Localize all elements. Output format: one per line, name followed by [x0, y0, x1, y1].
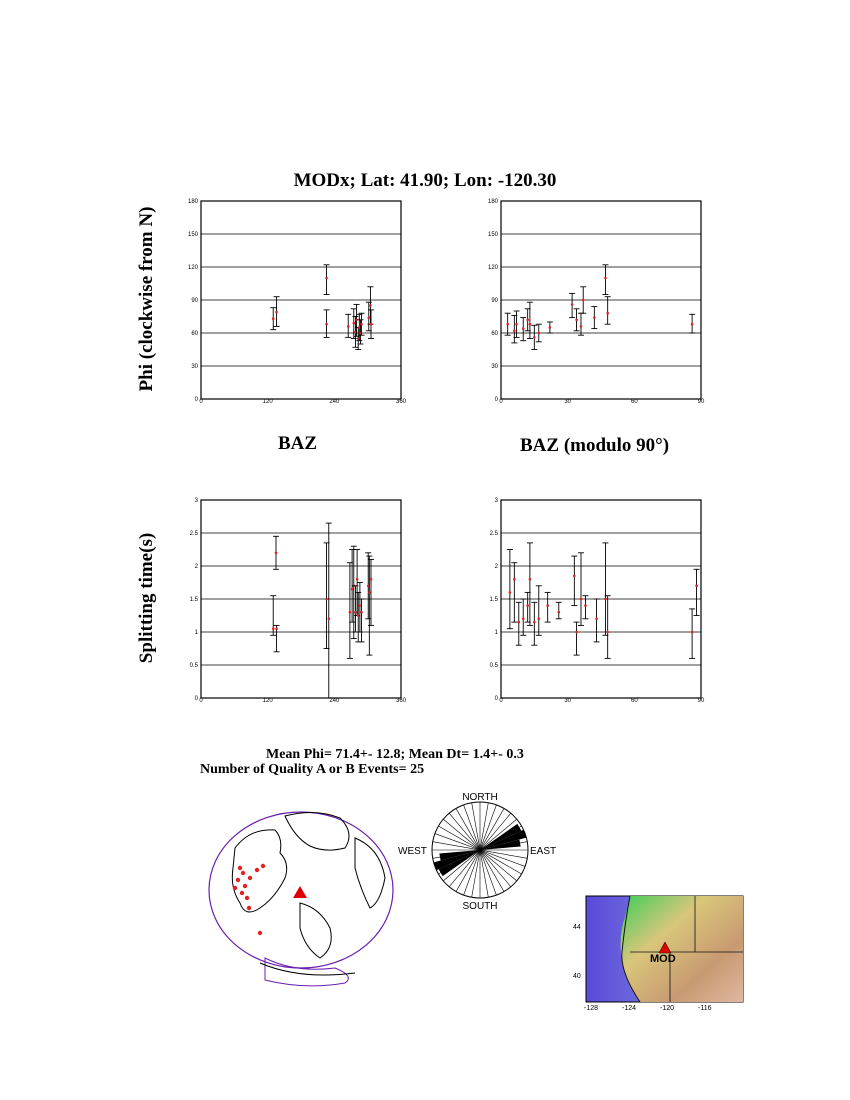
x-tick-label: 240: [329, 698, 340, 704]
data-point: [547, 322, 553, 333]
y-tick-label: 0: [194, 397, 198, 403]
data-point: [536, 586, 542, 636]
chart-dt-baz-mod: [485, 492, 715, 707]
phi-axis-label: Phi (clockwise from N): [136, 206, 157, 392]
y-tick-label: 0: [194, 696, 198, 702]
y-tick-label: 2: [494, 564, 498, 570]
data-point: [531, 602, 537, 645]
stats-line-2: Number of Quality A or B Events= 25: [200, 762, 425, 777]
data-point: [520, 599, 526, 635]
data-point: [507, 550, 513, 629]
x-tick-label: 360: [395, 399, 407, 405]
y-tick-label: 3: [494, 498, 498, 504]
y-tick-label: 60: [491, 331, 498, 337]
data-point: [571, 556, 577, 606]
rose-east-label: EAST: [530, 846, 557, 857]
map-lon-120: -120: [660, 1005, 675, 1012]
data-point: [594, 599, 600, 642]
data-point: [520, 318, 526, 341]
data-point: [274, 625, 280, 651]
y-tick-label: 1: [194, 630, 198, 636]
stats-line-1: Mean Phi= 71.4+- 12.8; Mean Dt= 1.4+- 0.3: [266, 747, 524, 762]
data-point: [602, 265, 608, 295]
data-point: [574, 622, 580, 655]
data-point: [574, 309, 580, 331]
data-point: [516, 602, 522, 645]
data-point: [531, 325, 537, 349]
y-tick-label: 60: [191, 331, 198, 337]
x-tick-label: 90: [697, 399, 705, 405]
y-tick-label: 3: [194, 498, 198, 504]
regional-map: [570, 892, 750, 1012]
data-point: [345, 314, 351, 337]
data-point: [273, 536, 279, 569]
y-tick-label: 120: [487, 265, 498, 271]
rose-west-label: WEST: [398, 846, 427, 857]
data-point: [689, 314, 695, 333]
x-tick-label: 120: [262, 698, 273, 704]
map-lat-40: 40: [573, 973, 581, 980]
y-tick-label: 0: [494, 696, 498, 702]
x-tick-label: 240: [329, 399, 340, 405]
y-tick-label: 1.5: [489, 597, 498, 603]
data-point: [605, 297, 611, 325]
y-tick-label: 1.5: [189, 597, 198, 603]
data-point: [578, 313, 584, 335]
y-tick-label: 2: [194, 564, 198, 570]
baz-label: BAZ: [278, 433, 318, 454]
data-point: [505, 313, 511, 335]
event-globe-map: [205, 808, 400, 990]
mod-station-label: MOD: [650, 953, 676, 965]
y-tick-label: 90: [191, 298, 198, 304]
dt-axis-label: Splitting time(s): [136, 532, 157, 664]
map-lon-128: -128: [584, 1005, 599, 1012]
x-tick-label: 30: [564, 698, 572, 704]
map-lon-124: -124: [622, 1005, 637, 1012]
rose-diagram: [395, 788, 565, 913]
map-lat-44: 44: [573, 924, 581, 931]
page-title: MODx; Lat: 41.90; Lon: -120.30: [293, 170, 557, 191]
data-point: [689, 609, 695, 659]
y-tick-label: 120: [187, 265, 198, 271]
data-point: [365, 553, 371, 619]
x-tick-label: 30: [564, 399, 572, 405]
y-tick-label: 180: [487, 199, 498, 205]
y-tick-label: 150: [487, 232, 498, 238]
rose-north-label: NORTH: [462, 792, 498, 803]
data-point: [545, 592, 551, 622]
y-tick-label: 180: [187, 199, 198, 205]
x-tick-label: 0: [199, 698, 203, 704]
x-tick-label: 0: [499, 698, 503, 704]
chart-dt-baz: [185, 492, 415, 707]
x-tick-label: 0: [199, 399, 203, 405]
data-point: [578, 553, 584, 626]
y-tick-label: 2.5: [189, 531, 198, 537]
x-tick-label: 120: [262, 399, 273, 405]
map-lon-116: -116: [698, 1005, 712, 1012]
data-point: [569, 293, 575, 317]
chart-phi-baz: [185, 193, 415, 408]
y-tick-label: 30: [191, 364, 198, 370]
data-point: [556, 602, 562, 619]
y-tick-label: 90: [491, 298, 498, 304]
data-point: [591, 307, 597, 329]
data-point: [324, 265, 330, 295]
x-tick-label: 90: [697, 698, 705, 704]
data-point: [511, 563, 517, 622]
x-tick-label: 60: [630, 399, 638, 405]
y-tick-label: 0.5: [489, 663, 498, 669]
x-tick-label: 0: [499, 399, 503, 405]
y-tick-label: 1: [494, 630, 498, 636]
station-triangle: [293, 886, 307, 898]
x-tick-label: 60: [630, 698, 638, 704]
y-tick-label: 0: [494, 397, 498, 403]
data-point: [270, 596, 276, 636]
chart-phi-baz-mod: [485, 193, 715, 408]
y-tick-label: 0.5: [189, 663, 198, 669]
data-point: [274, 297, 280, 327]
y-tick-label: 2.5: [489, 531, 498, 537]
y-tick-label: 150: [187, 232, 198, 238]
rose-south-label: SOUTH: [462, 901, 498, 912]
baz-mod-label: BAZ (modulo 90°): [520, 435, 670, 456]
y-tick-label: 30: [491, 364, 498, 370]
x-tick-label: 360: [395, 698, 407, 704]
